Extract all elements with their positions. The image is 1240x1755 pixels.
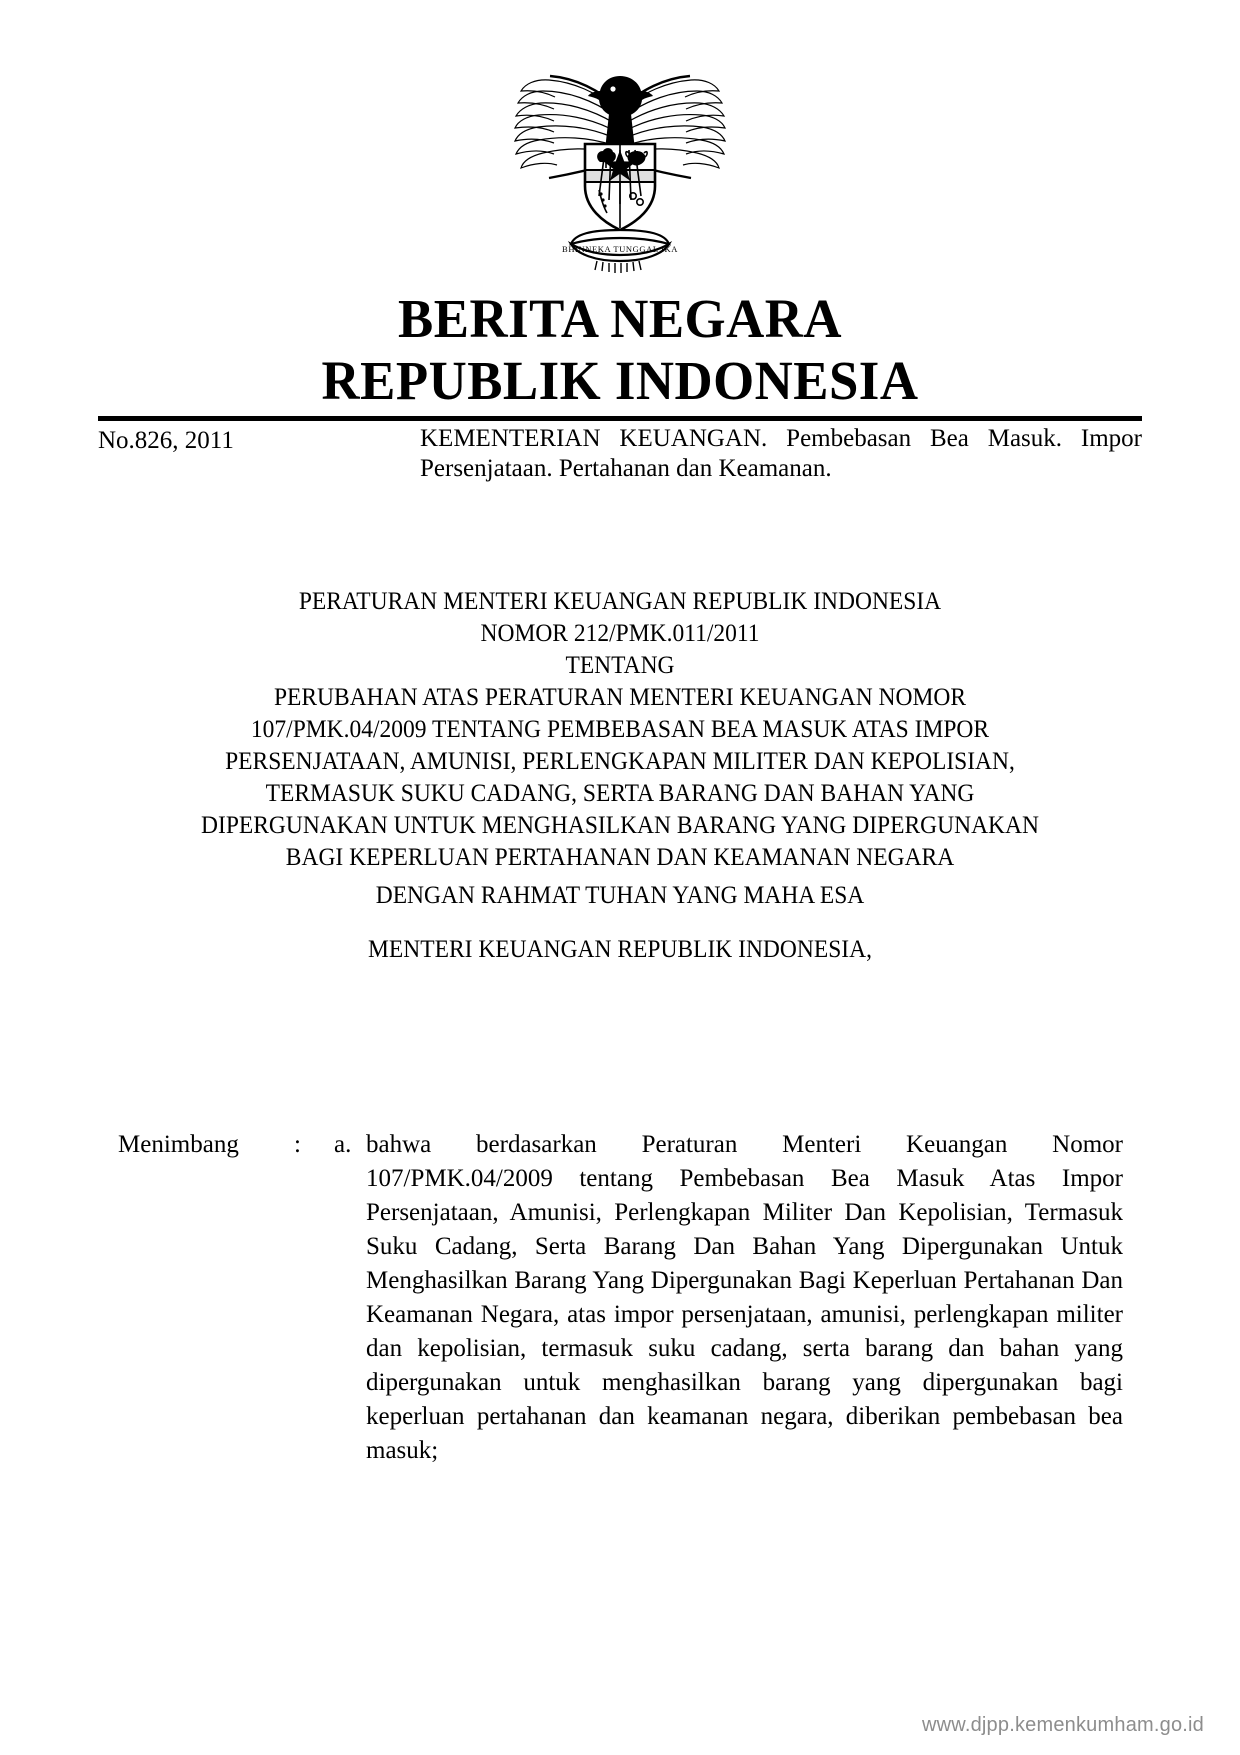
- masthead-divider-rule: [98, 416, 1142, 421]
- masthead-line-1: BERITA NEGARA: [398, 288, 842, 349]
- regulation-title-line: 107/PMK.04/2009 TENTANG PEMBEBASAN BEA MASUK ATAS IMPOR: [250, 716, 990, 743]
- regulation-title-block: [70, 586, 1170, 874]
- blessing-line: DENGAN RAHMAT TUHAN YANG MAHA ESA: [375, 882, 865, 909]
- document-number: No.826, 2011: [98, 427, 234, 454]
- considering-colon: :: [294, 1131, 301, 1158]
- considering-label: Menimbang: [118, 1131, 239, 1158]
- footer-watermark: www.djpp.kemenkumham.go.id: [922, 1714, 1204, 1736]
- regulation-title-line: PERSENJATAAN, AMUNISI, PERLENGKAPAN MILITER DAN KEPOLISIAN,: [225, 748, 1015, 775]
- considering-section: [118, 1128, 1123, 1468]
- regulation-title-line: BAGI KEPERLUAN PERTAHANAN DAN KEAMANAN NEGARA: [285, 844, 955, 871]
- signatory-title: MENTERI KEUANGAN REPUBLIK INDONESIA,: [368, 936, 872, 963]
- regulation-title-line: DIPERGUNAKAN UNTUK MENGHASILKAN BARANG YANG DIPERGUNAKAN: [201, 812, 1039, 839]
- emblem-container: [0, 58, 1240, 278]
- regulation-title-line: TERMASUK SUKU CADANG, SERTA BARANG DAN BAHAN YANG: [265, 780, 975, 807]
- blessing-block: [70, 880, 1170, 966]
- garuda-pancasila-emblem: [505, 58, 735, 273]
- document-header: [98, 424, 1142, 484]
- document-subject: KEMENTERIAN KEUANGAN. Pembebasan Bea Masuk. Impor Persenjataan. Pertahanan dan Keamanan.: [420, 425, 1142, 482]
- considering-item-marker: a.: [334, 1131, 352, 1158]
- masthead: [0, 288, 1240, 412]
- regulation-number: NOMOR 212/PMK.011/2011: [480, 620, 760, 647]
- considering-item-text: bahwa berdasarkan Peraturan Menteri Keuangan Nomor 107/PMK.04/2009 tentang Pembebasan Bea Masuk Atas Impor Persenjataan, Amunisi, Perlengkapan Militer Dan Kepolisian, Termasuk Suku Cadang, Serta Barang Dan Bahan Yang Dipergunakan Untuk Menghasilkan Barang Yang Dipergunakan Bagi Keperluan Pertahanan Dan Keamanan Negara, atas impor persenjataan, amunisi, perlengkapan militer dan kepolisian, termasuk suku cadang, serta barang dan bahan yang dipergunakan untuk menghasilkan barang yang dipergunakan bagi keperluan pertahanan dan keamanan negara, diberikan pembebasan bea masuk;: [366, 1131, 1123, 1464]
- regulation-about-label: TENTANG: [565, 652, 675, 679]
- masthead-line-2: REPUBLIK INDONESIA: [321, 350, 919, 411]
- emblem-motto-text: BHINNEKA TUNGGAL IKA: [562, 244, 678, 254]
- regulation-title-line: PERUBAHAN ATAS PERATURAN MENTERI KEUANGAN NOMOR: [273, 684, 967, 711]
- regulation-issuer: PERATURAN MENTERI KEUANGAN REPUBLIK INDONESIA: [298, 588, 942, 615]
